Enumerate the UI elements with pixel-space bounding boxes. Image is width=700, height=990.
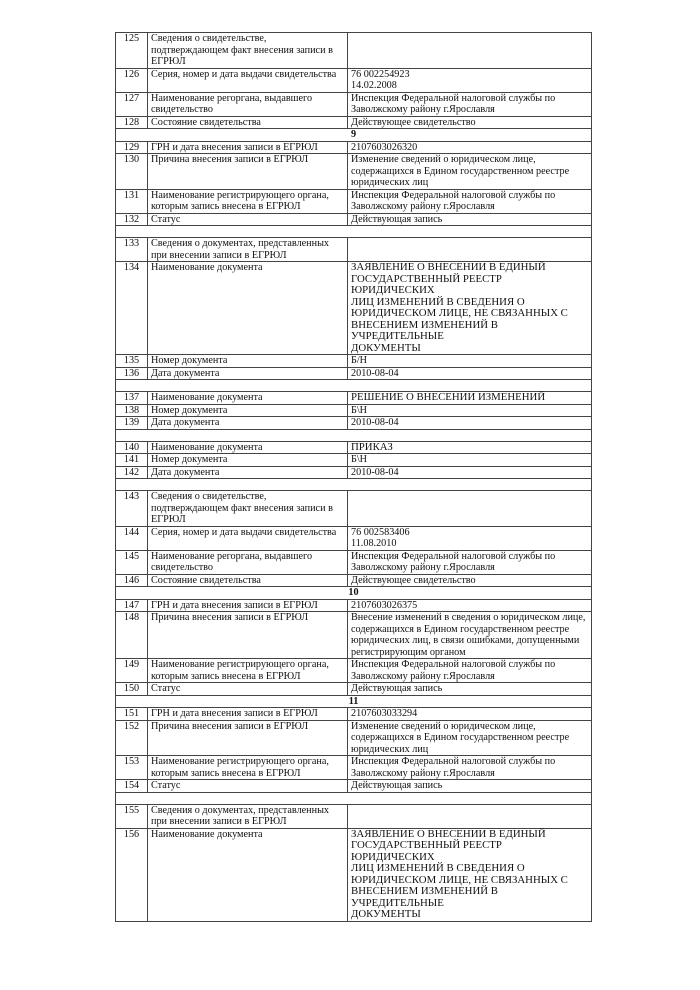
table-row — [116, 154, 592, 190]
field-label: Номер документа — [148, 404, 348, 417]
table-row — [116, 491, 592, 527]
field-value: 76 002254923 14.02.2008 — [348, 68, 592, 92]
field-value: Внесение изменений в сведения о юридическом лице, содержащихся в Едином государственном реестре юридических лиц, в связи ошибками, допущенными регистрирующим органом — [348, 612, 592, 659]
field-label: Наименование документа — [148, 392, 348, 405]
field-value: Действующая запись — [348, 780, 592, 793]
field-label: Наименование регистрирующего органа, которым запись внесена в ЕГРЮЛ — [148, 756, 348, 780]
field-label: Номер документа — [148, 454, 348, 467]
spacer-row — [116, 380, 592, 392]
spacer-row — [116, 479, 592, 491]
field-label: Сведения о свидетельстве, подтверждающем факт внесения записи в ЕГРЮЛ — [148, 33, 348, 69]
row-number: 143 — [116, 491, 148, 527]
field-value: Б/Н — [348, 355, 592, 368]
spacer-cell — [116, 429, 592, 441]
field-label: Статус — [148, 213, 348, 226]
table-row — [116, 213, 592, 226]
field-label: Состояние свидетельства — [148, 574, 348, 587]
row-number: 125 — [116, 33, 148, 69]
table-row — [116, 441, 592, 454]
field-label: Дата документа — [148, 417, 348, 430]
field-value: Инспекция Федеральной налоговой службы по Заволжскому району г.Ярославля — [348, 659, 592, 683]
row-number: 135 — [116, 355, 148, 368]
field-value: 2107603033294 — [348, 708, 592, 721]
row-number: 127 — [116, 92, 148, 116]
table-row — [116, 828, 592, 921]
field-value: Инспекция Федеральной налоговой службы по Заволжскому району г.Ярославля — [348, 756, 592, 780]
spacer-cell — [116, 479, 592, 491]
field-label: Сведения о документах, представленных при внесении записи в ЕГРЮЛ — [148, 238, 348, 262]
field-label: ГРН и дата внесения записи в ЕГРЮЛ — [148, 141, 348, 154]
field-label: Сведения о свидетельстве, подтверждающем факт внесения записи в ЕГРЮЛ — [148, 491, 348, 527]
row-number: 139 — [116, 417, 148, 430]
field-value: 2010-08-04 — [348, 367, 592, 380]
row-number: 145 — [116, 550, 148, 574]
table-row — [116, 599, 592, 612]
row-number: 147 — [116, 599, 148, 612]
row-number: 138 — [116, 404, 148, 417]
spacer-cell — [116, 792, 592, 804]
table-row — [116, 404, 592, 417]
spacer-row — [116, 792, 592, 804]
field-value — [348, 491, 592, 527]
table-row — [116, 720, 592, 756]
row-number: 155 — [116, 804, 148, 828]
field-label: Наименование документа — [148, 441, 348, 454]
section-header-row — [116, 129, 592, 142]
field-label: ГРН и дата внесения записи в ЕГРЮЛ — [148, 708, 348, 721]
field-value: 2010-08-04 — [348, 466, 592, 479]
field-value — [348, 804, 592, 828]
row-number: 142 — [116, 466, 148, 479]
field-label: Дата документа — [148, 466, 348, 479]
table-row — [116, 116, 592, 129]
table-row — [116, 574, 592, 587]
field-value: Б\Н — [348, 454, 592, 467]
table-row — [116, 417, 592, 430]
row-number: 129 — [116, 141, 148, 154]
table-row — [116, 466, 592, 479]
table-row — [116, 612, 592, 659]
field-label: Наименование документа — [148, 828, 348, 921]
field-value: 2107603026320 — [348, 141, 592, 154]
table-body — [116, 33, 592, 922]
section-header-row — [116, 587, 592, 600]
table-row — [116, 804, 592, 828]
table-row — [116, 526, 592, 550]
field-value: Действующее свидетельство — [348, 116, 592, 129]
field-label: Номер документа — [148, 355, 348, 368]
table-row — [116, 780, 592, 793]
field-value: ЗАЯВЛЕНИЕ О ВНЕСЕНИИ В ЕДИНЫЙ ГОСУДАРСТВЕННЫЙ РЕЕСТР ЮРИДИЧЕСКИХ ЛИЦ ИЗМЕНЕНИЙ В СВЕДЕНИЯ О ЮРИДИЧЕСКОМ ЛИЦЕ, НЕ СВЯЗАННЫХ С ВНЕСЕНИЕМ ИЗМЕНЕНИЙ В УЧРЕДИТЕЛЬНЫЕ ДОКУМЕНТЫ — [348, 828, 592, 921]
spacer-cell — [116, 380, 592, 392]
field-label: Наименование регистрирующего органа, которым запись внесена в ЕГРЮЛ — [148, 189, 348, 213]
field-value: Изменение сведений о юридическом лице, содержащихся в Едином государственном реестре юридических лиц — [348, 154, 592, 190]
field-value: ЗАЯВЛЕНИЕ О ВНЕСЕНИИ В ЕДИНЫЙ ГОСУДАРСТВЕННЫЙ РЕЕСТР ЮРИДИЧЕСКИХ ЛИЦ ИЗМЕНЕНИЙ В СВЕДЕНИЯ О ЮРИДИЧЕСКОМ ЛИЦЕ, НЕ СВЯЗАННЫХ С ВНЕСЕНИЕМ ИЗМЕНЕНИЙ В УЧРЕДИТЕЛЬНЫЕ ДОКУМЕНТЫ — [348, 262, 592, 355]
row-number: 140 — [116, 441, 148, 454]
row-number: 133 — [116, 238, 148, 262]
field-label: Причина внесения записи в ЕГРЮЛ — [148, 720, 348, 756]
table-row — [116, 238, 592, 262]
spacer-row — [116, 226, 592, 238]
field-label: Сведения о документах, представленных при внесении записи в ЕГРЮЛ — [148, 804, 348, 828]
row-number: 149 — [116, 659, 148, 683]
table-row — [116, 683, 592, 696]
field-label: Серия, номер и дата выдачи свидетельства — [148, 68, 348, 92]
field-value: Действующая запись — [348, 683, 592, 696]
field-label: Наименование документа — [148, 262, 348, 355]
field-label: Наименование регоргана, выдавшего свидетельство — [148, 92, 348, 116]
field-label: Статус — [148, 780, 348, 793]
field-value: ПРИКАЗ — [348, 441, 592, 454]
field-label: Причина внесения записи в ЕГРЮЛ — [148, 154, 348, 190]
field-value — [348, 33, 592, 69]
row-number: 156 — [116, 828, 148, 921]
row-number: 144 — [116, 526, 148, 550]
row-number: 141 — [116, 454, 148, 467]
table-row — [116, 355, 592, 368]
row-number: 137 — [116, 392, 148, 405]
table-row — [116, 659, 592, 683]
row-number: 131 — [116, 189, 148, 213]
section-number: 9 — [116, 129, 592, 142]
row-number: 136 — [116, 367, 148, 380]
spacer-row — [116, 429, 592, 441]
field-label: Состояние свидетельства — [148, 116, 348, 129]
table-row — [116, 550, 592, 574]
table-row — [116, 33, 592, 69]
field-label: Дата документа — [148, 367, 348, 380]
table-row — [116, 708, 592, 721]
row-number: 146 — [116, 574, 148, 587]
section-number: 10 — [116, 587, 592, 600]
egrul-extract-table — [115, 32, 592, 922]
field-value: Инспекция Федеральной налоговой службы по Заволжскому району г.Ярославля — [348, 550, 592, 574]
row-number: 126 — [116, 68, 148, 92]
row-number: 153 — [116, 756, 148, 780]
table-row — [116, 68, 592, 92]
field-label: Статус — [148, 683, 348, 696]
table-row — [116, 367, 592, 380]
field-value: 2010-08-04 — [348, 417, 592, 430]
field-label: Причина внесения записи в ЕГРЮЛ — [148, 612, 348, 659]
field-value: 2107603026375 — [348, 599, 592, 612]
field-label: Серия, номер и дата выдачи свидетельства — [148, 526, 348, 550]
section-header-row — [116, 695, 592, 708]
field-value: РЕШЕНИЕ О ВНЕСЕНИИ ИЗМЕНЕНИЙ — [348, 392, 592, 405]
field-value: Инспекция Федеральной налоговой службы по Заволжскому району г.Ярославля — [348, 92, 592, 116]
spacer-cell — [116, 226, 592, 238]
row-number: 134 — [116, 262, 148, 355]
field-value: Б\Н — [348, 404, 592, 417]
section-number: 11 — [116, 695, 592, 708]
field-value: Инспекция Федеральной налоговой службы по Заволжскому району г.Ярославля — [348, 189, 592, 213]
table-row — [116, 92, 592, 116]
field-value — [348, 238, 592, 262]
field-value: 76 002583406 11.08.2010 — [348, 526, 592, 550]
table-row — [116, 454, 592, 467]
row-number: 130 — [116, 154, 148, 190]
row-number: 151 — [116, 708, 148, 721]
field-value: Изменение сведений о юридическом лице, содержащихся в Едином государственном реестре юридических лиц — [348, 720, 592, 756]
row-number: 132 — [116, 213, 148, 226]
field-value: Действующее свидетельство — [348, 574, 592, 587]
row-number: 148 — [116, 612, 148, 659]
row-number: 128 — [116, 116, 148, 129]
table-row — [116, 756, 592, 780]
row-number: 150 — [116, 683, 148, 696]
field-label: ГРН и дата внесения записи в ЕГРЮЛ — [148, 599, 348, 612]
table-row — [116, 141, 592, 154]
table-row — [116, 392, 592, 405]
table-row — [116, 262, 592, 355]
row-number: 152 — [116, 720, 148, 756]
row-number: 154 — [116, 780, 148, 793]
table-row — [116, 189, 592, 213]
field-label: Наименование регистрирующего органа, которым запись внесена в ЕГРЮЛ — [148, 659, 348, 683]
field-value: Действующая запись — [348, 213, 592, 226]
field-label: Наименование регоргана, выдавшего свидетельство — [148, 550, 348, 574]
